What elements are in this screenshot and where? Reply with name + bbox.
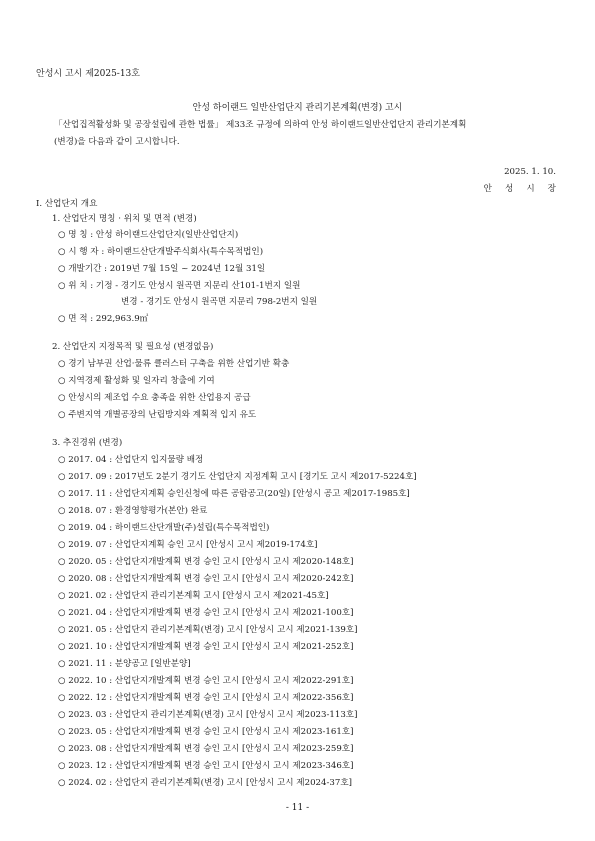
list-item: ○ 주변지역 개별공장의 난립방지와 계획적 입지 유도 <box>58 410 257 420</box>
page-number: - 11 - <box>285 803 310 813</box>
history-item: ○ 2017. 09 : 2017년도 2분기 경기도 산업단지 지정계획 고시 [경기도 고시 제2017-5224호] <box>58 472 417 482</box>
history-item: ○ 2020. 08 : 산업단지개발계획 변경 승인 고시 [안성시 고시 제2020-242호] <box>58 574 354 584</box>
section-heading: Ⅰ. 산업단지 개요 <box>36 199 98 209</box>
history-item: ○ 2024. 02 : 산업단지 관리기본계획(변경) 고시 [안성시 고시 제2024-37호] <box>58 778 352 788</box>
list-item: ○ 시 행 자 : 하이랜드산단개발주식회사(특수목적법인) <box>58 247 264 257</box>
history-item: ○ 2017. 04 : 산업단지 입지물량 배정 <box>58 455 204 465</box>
subsection-heading-2: 2. 산업단지 지정목적 및 필요성 (변경없음) <box>52 342 214 352</box>
intro-text-line-2: (변경)을 다음과 같이 고시합니다. <box>54 137 180 147</box>
list-item-continuation: 변경 - 경기도 안성시 원곡면 지문리 798-2번지 일원 <box>121 297 318 307</box>
list-item: ○ 지역경제 활성화 및 일자리 창출에 기여 <box>58 376 215 386</box>
list-item: ○ 안성시의 제조업 수요 충족을 위한 산업용지 공급 <box>58 393 251 403</box>
subsection-heading-1: 1. 산업단지 명칭 · 위치 및 면적 (변경) <box>52 214 197 224</box>
history-item: ○ 2022. 10 : 산업단지개발계획 변경 승인 고시 [안성시 고시 제2022-291호] <box>58 676 354 686</box>
history-item: ○ 2019. 04 : 하이랜드산단개발(주)설립(특수목적법인) <box>58 523 270 533</box>
history-item: ○ 2021. 02 : 산업단지 관리기본계획 고시 [안성시 고시 제2021-45호] <box>58 591 329 601</box>
history-item: ○ 2023. 08 : 산업단지개발계획 변경 승인 고시 [안성시 고시 제2023-259호] <box>58 744 354 754</box>
notice-number: 안성시 고시 제2025-13호 <box>36 69 140 79</box>
notice-date: 2025. 1. 10. <box>504 167 556 177</box>
list-item: ○ 개발기간 : 2019년 7월 15일 ~ 2024년 12월 31일 <box>58 264 266 274</box>
list-item: ○ 위 치 : 기정 - 경기도 안성시 원곡면 지문리 산101-1번지 일원 <box>58 281 301 291</box>
history-item: ○ 2020. 05 : 산업단지개발계획 변경 승인 고시 [안성시 고시 제2020-148호] <box>58 557 354 567</box>
history-item: ○ 2022. 12 : 산업단지개발계획 변경 승인 고시 [안성시 고시 제2022-356호] <box>58 693 354 703</box>
issuer-name: 안 성 시 장 <box>483 184 562 194</box>
history-item: ○ 2023. 12 : 산업단지개발계획 변경 승인 고시 [안성시 고시 제2023-346호] <box>58 761 354 771</box>
list-item: ○ 명 칭 : 안성 하이랜드산업단지(일반산업단지) <box>58 230 239 240</box>
history-item: ○ 2019. 07 : 산업단지계획 승인 고시 [안성시 고시 제2019-174호] <box>58 540 318 550</box>
history-item: ○ 2023. 03 : 산업단지 관리기본계획(변경) 고시 [안성시 고시 제2023-113호] <box>58 710 358 720</box>
history-item: ○ 2021. 10 : 산업단지개발계획 변경 승인 고시 [안성시 고시 제2021-252호] <box>58 642 354 652</box>
document-title: 안성 하이랜드 일반산업단지 관리기본계획(변경) 고시 <box>192 103 403 113</box>
list-item: ○ 면 적 : 292,963.9㎡ <box>58 314 149 324</box>
history-item: ○ 2021. 04 : 산업단지개발계획 변경 승인 고시 [안성시 고시 제2021-100호] <box>58 608 354 618</box>
intro-text-line-1: 「산업집적활성화 및 공장설립에 관한 법률」 제33조 규정에 의하여 안성 하이랜드일반산업단지 관리기본계획 <box>54 120 467 130</box>
history-item: ○ 2021. 05 : 산업단지 관리기본계획(변경) 고시 [안성시 고시 제2021-139호] <box>58 625 358 635</box>
history-item: ○ 2021. 11 : 분양공고 [일반분양] <box>58 659 191 669</box>
history-item: ○ 2017. 11 : 산업단지계획 승인신청에 따른 공람공고(20일) [안성시 공고 제2017-1985호] <box>58 489 410 499</box>
list-item: ○ 경기 남부권 산업·물류 클러스터 구축을 위한 산업기반 확충 <box>58 359 290 369</box>
subsection-heading-3: 3. 추진경위 (변경) <box>52 438 123 448</box>
history-item: ○ 2018. 07 : 환경영향평가(본안) 완료 <box>58 506 208 516</box>
history-item: ○ 2023. 05 : 산업단지개발계획 변경 승인 고시 [안성시 고시 제2023-161호] <box>58 727 354 737</box>
